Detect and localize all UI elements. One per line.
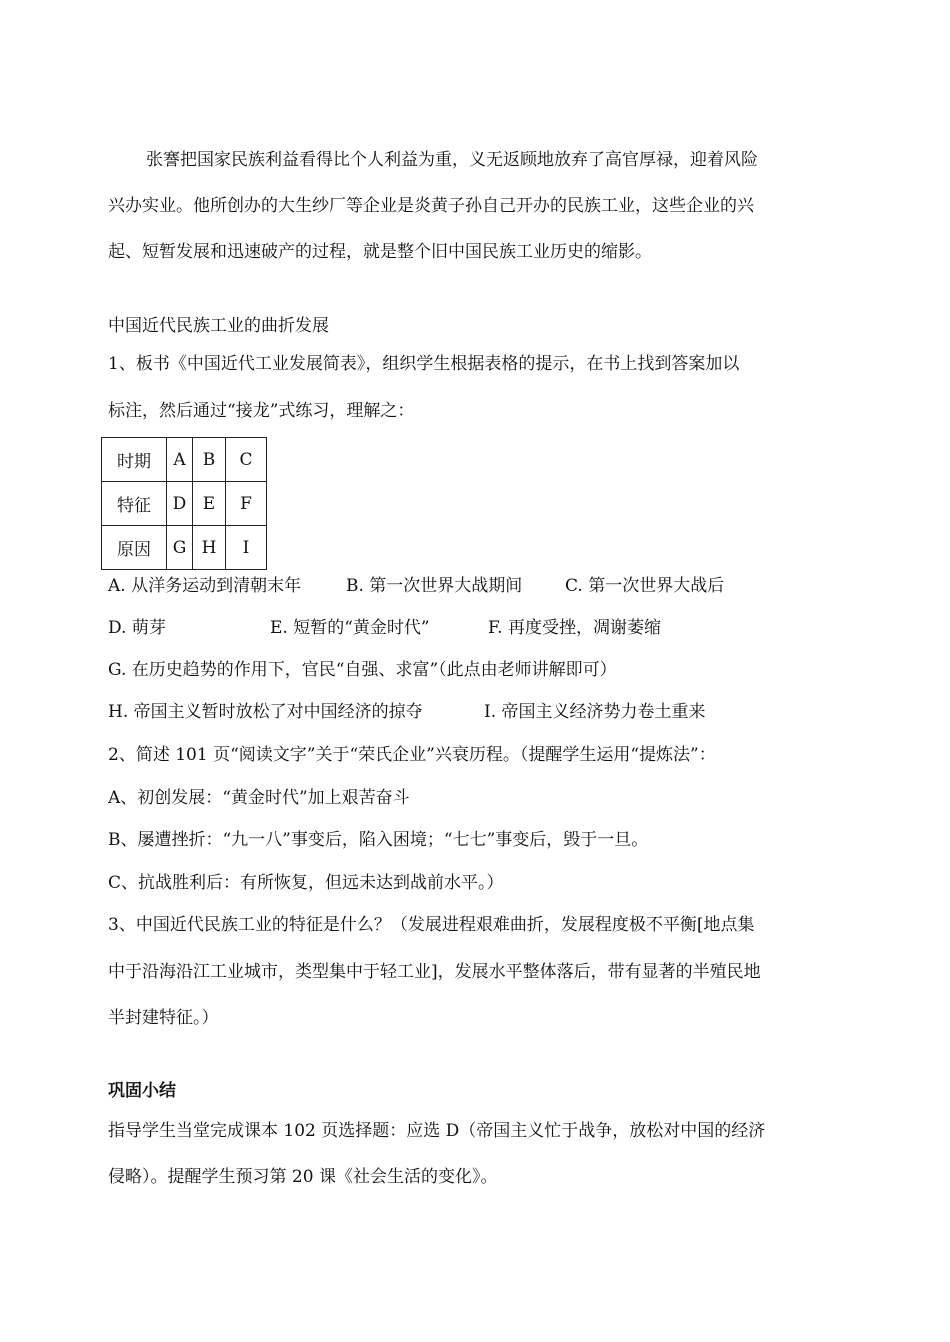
table-cell: F [226, 482, 267, 526]
item3-line-3: 半封建特征。） [108, 1008, 219, 1028]
intro-line-2: 兴办实业。他所创办的大生纱厂等企业是炎黄子孙自己开办的民族工业，这些企业的兴 [108, 196, 754, 216]
table-cell: C [226, 438, 267, 482]
table-cell: G [167, 526, 193, 570]
option-g: G. 在历史趋势的作用下，官民“自强、求富”（此点由老师讲解即可） [108, 660, 617, 680]
item2-a: A、初创发展：“黄金时代”加上艰苦奋斗 [108, 788, 410, 808]
intro-line-3: 起、短暂发展和迅速破产的过程，就是整个旧中国民族工业历史的缩影。 [108, 242, 652, 262]
table-cell: B [193, 438, 226, 482]
option-h: H. 帝国主义暂时放松了对中国经济的掠夺 [108, 702, 423, 722]
section-heading: 中国近代民族工业的曲折发展 [108, 316, 329, 336]
item2-line-1: 2、简述 101 页“阅读文字”关于“荣氏企业”兴衰历程。（提醒学生运用“提炼法”： [108, 745, 716, 765]
table-row [102, 438, 267, 482]
table-cell: H [193, 526, 226, 570]
intro-line-1: 张謇把国家民族利益看得比个人利益为重，义无返顾地放弃了高官厚禄，迎着风险 [146, 150, 758, 170]
option-e: E. 短暂的“黄金时代” [270, 618, 430, 638]
option-a: A. 从洋务运动到清朝末年 [108, 576, 302, 596]
option-i: I. 帝国主义经济势力卷土重来 [484, 702, 706, 722]
table-row [102, 526, 267, 570]
table-cell: E [193, 482, 226, 526]
summary-heading: 巩固小结 [108, 1081, 176, 1101]
item1-line-1: 1、板书《中国近代工业发展简表》，组织学生根据表格的提示，在书上找到答案加以 [108, 354, 740, 374]
table-cell: A [167, 438, 193, 482]
summary-line-2: 侵略）。提醒学生预习第 20 课《社会生活的变化》。 [108, 1167, 498, 1187]
item1-line-2: 标注，然后通过“接龙”式练习，理解之： [108, 401, 415, 421]
option-b: B. 第一次世界大战期间 [346, 576, 523, 596]
item3-line-2: 中于沿海沿江工业城市，类型集中于轻工业]，发展水平整体落后，带有显著的半殖民地 [108, 962, 761, 982]
table-row [102, 482, 267, 526]
table-cell: D [167, 482, 193, 526]
table-cell: 时期 [102, 438, 167, 482]
table-cell: I [226, 526, 267, 570]
table-cell: 原因 [102, 526, 167, 570]
option-c: C. 第一次世界大战后 [565, 576, 725, 596]
item3-line-1: 3、中国近代民族工业的特征是什么？（发展进程艰难曲折，发展程度极不平衡[地点集 [108, 915, 755, 935]
table-cell: 特征 [102, 482, 167, 526]
industry-table [101, 437, 267, 570]
option-f: F. 再度受挫，凋谢萎缩 [488, 618, 661, 638]
summary-line-1: 指导学生当堂完成课本 102 页选择题：应选 D（帝国主义忙于战争，放松对中国的经济 [108, 1121, 766, 1141]
option-d: D. 萌芽 [108, 618, 166, 638]
item2-c: C、抗战胜利后：有所恢复，但远未达到战前水平。） [108, 873, 504, 893]
item2-b: B、屡遭挫折：“九一八”事变后，陷入困境；“七七”事变后，毁于一旦。 [108, 830, 649, 850]
